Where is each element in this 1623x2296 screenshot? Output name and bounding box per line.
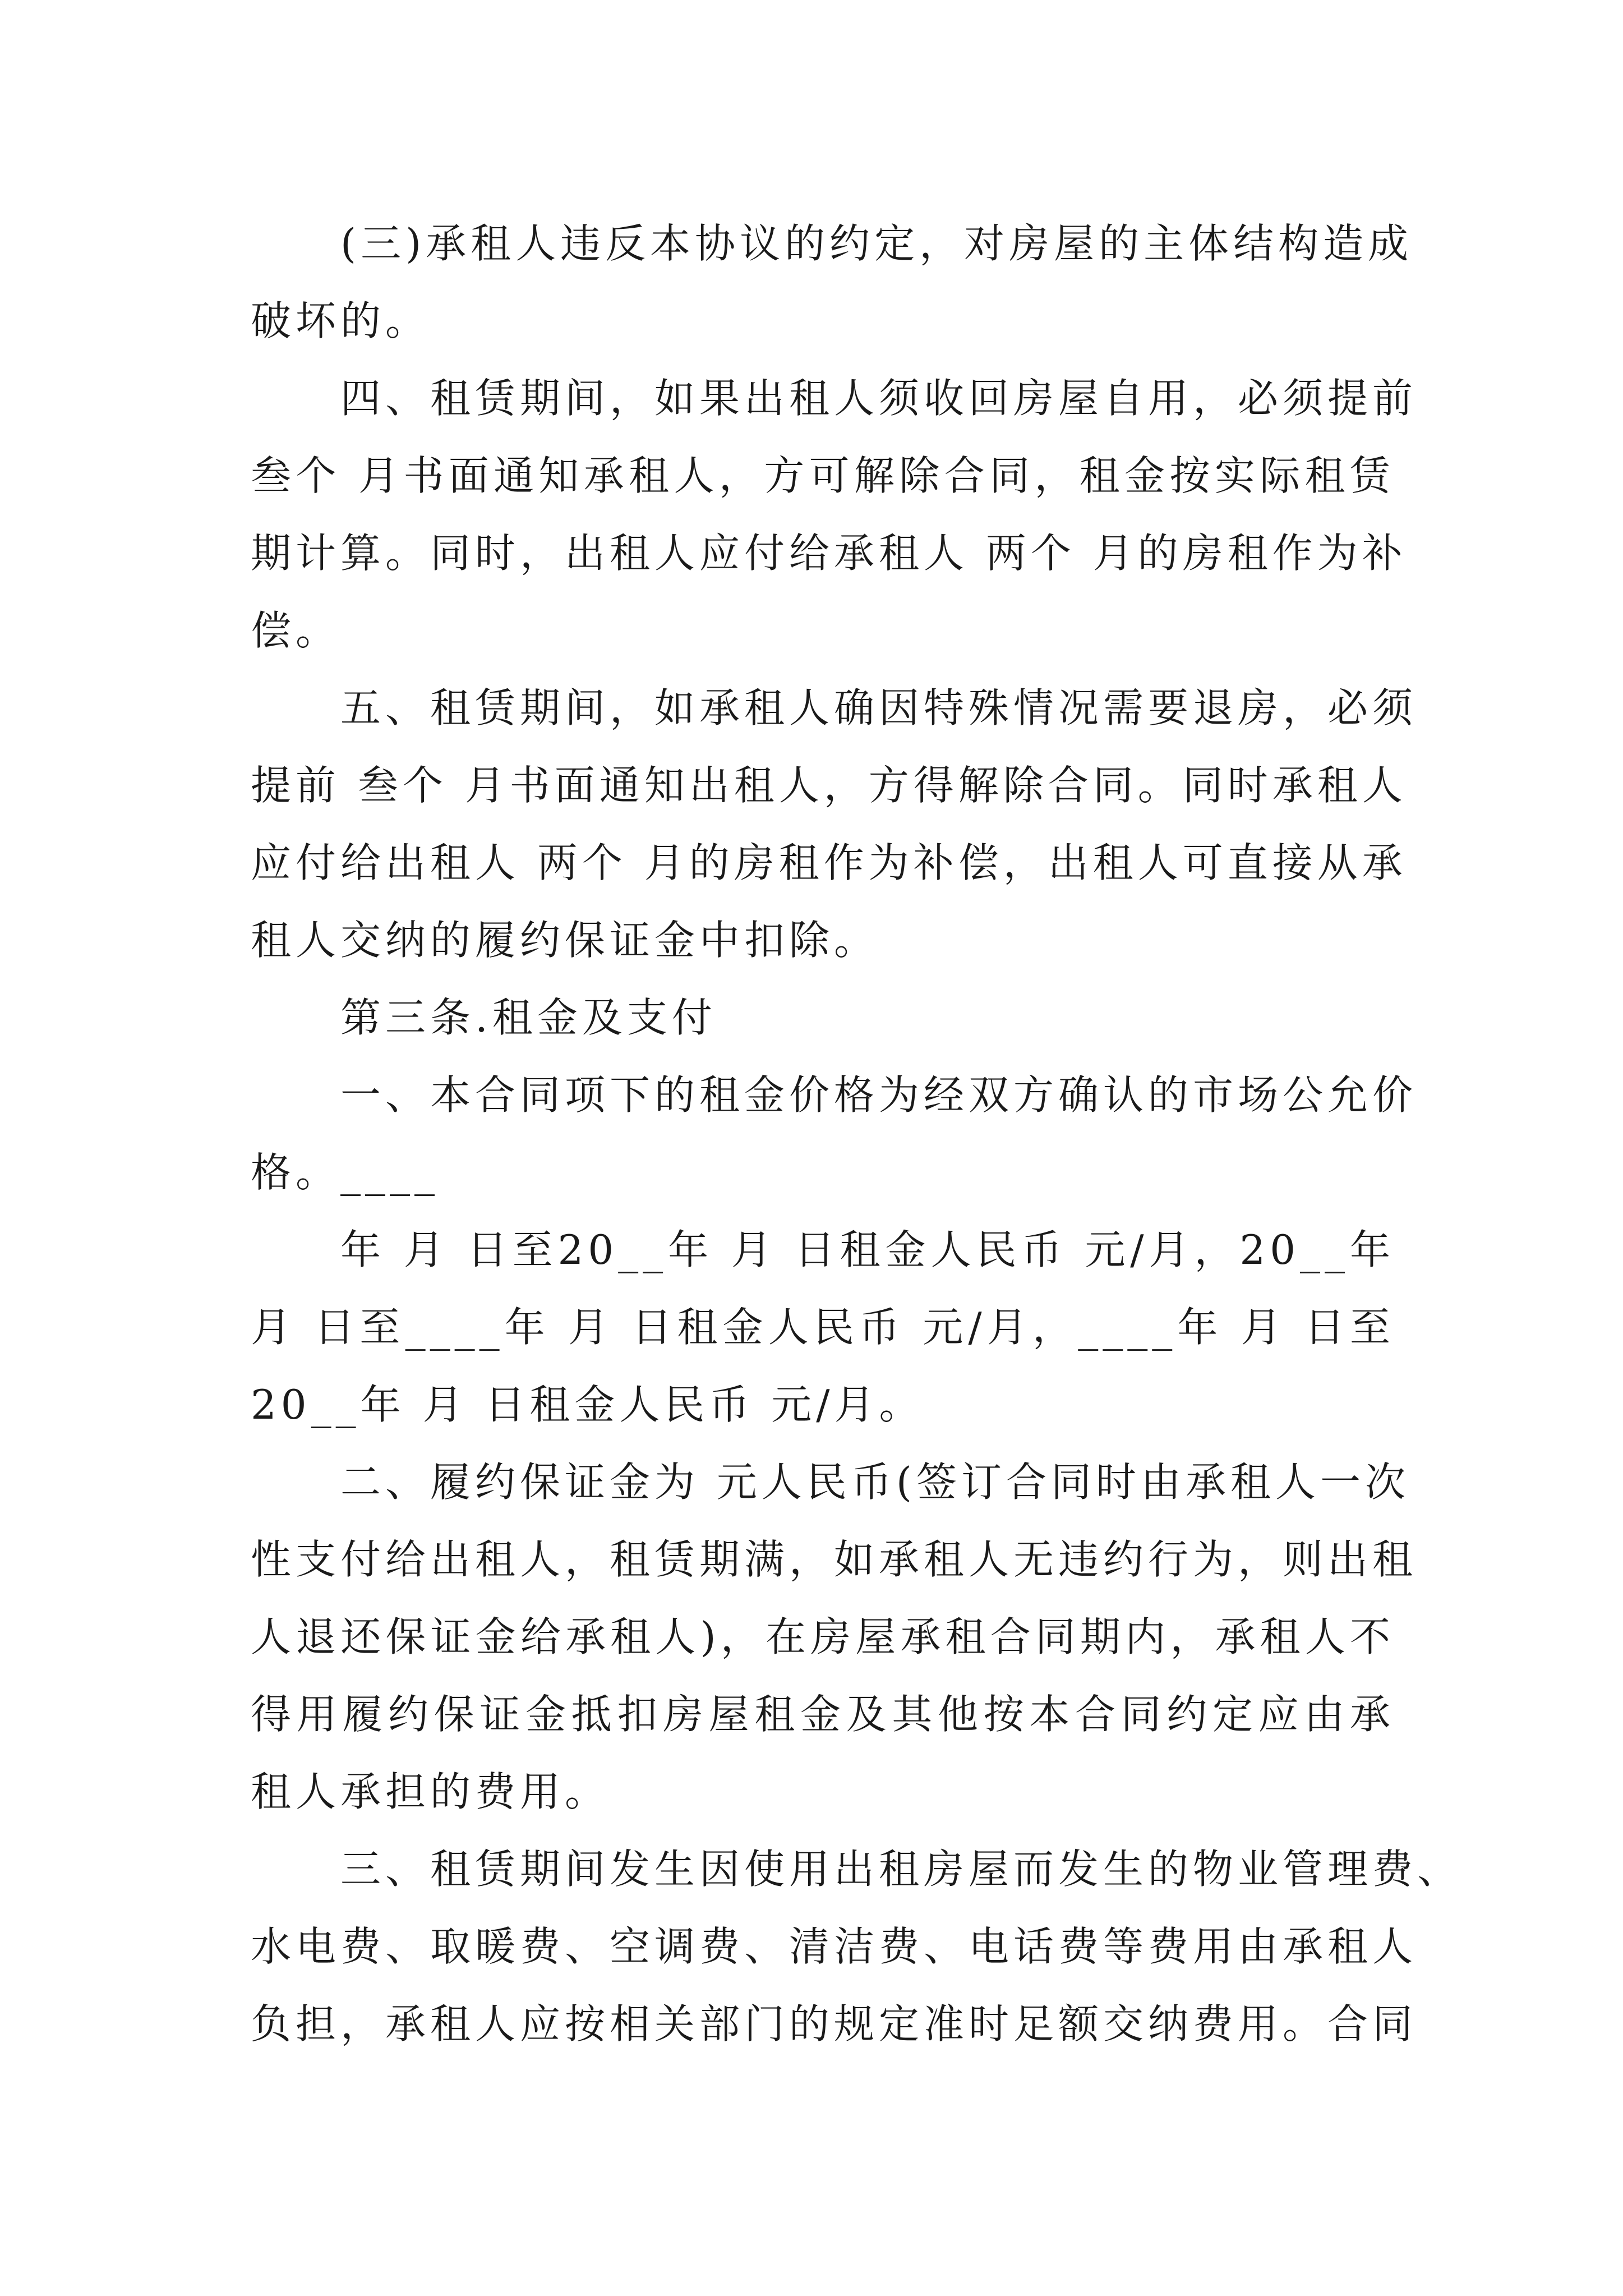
text-line: (三)承租人违反本协议的约定，对房屋的主体结构造成 (340, 220, 1413, 267)
text-line: 三、租赁期间发生因使用出租房屋而发生的物业管理费、 (340, 1846, 1463, 1893)
text-line: 四、租赁期间，如果出租人须收回房屋自用，必须提前 (340, 375, 1418, 422)
text-line: 20__年 月 日租金人民币 元/月。 (251, 1381, 924, 1428)
text-line: 叁个 月书面通知承租人，方可解除合同，租金按实际租赁 (251, 452, 1395, 499)
text-line: 租人承担的费用。 (251, 1768, 610, 1815)
text-line: 破坏的。 (251, 297, 431, 344)
text-line: 租人交纳的履约保证金中扣除。 (251, 917, 879, 964)
text-line: 性支付给出租人，租赁期满，如承租人无违约行为，则出租 (251, 1536, 1418, 1583)
text-line: 偿。 (251, 607, 341, 654)
text-line: 格。____ (251, 1149, 440, 1196)
document-body (251, 205, 1463, 2063)
text-line: 期计算。同时，出租人应付给承租人 两个 月的房租作为补 (251, 530, 1407, 577)
text-line: 人退还保证金给承租人)，在房屋承租合同期内，承租人不 (251, 1613, 1395, 1660)
text-line: 一、本合同项下的租金价格为经双方确认的市场公允价 (340, 1071, 1418, 1119)
section-heading: 第三条.租金及支付 (340, 994, 717, 1041)
text-line: 得用履约保证金抵扣房屋租金及其他按本合同约定应由承 (251, 1691, 1395, 1738)
text-line: 应付给出租人 两个 月的房租作为补偿，出租人可直接从承 (251, 839, 1407, 886)
text-line: 水电费、取暖费、空调费、清洁费、电话费等费用由承租人 (251, 1923, 1418, 1970)
text-line: 五、租赁期间，如承租人确因特殊情况需要退房，必须 (340, 684, 1418, 731)
text-line: 提前 叁个 月书面通知出租人，方得解除合同。同时承租人 (251, 762, 1407, 809)
text-line: 年 月 日至20__年 月 日租金人民币 元/月，20__年 (340, 1226, 1395, 1273)
text-line: 月 日至____年 月 日租金人民币 元/月，____年 月 日至 (251, 1304, 1395, 1351)
text-line: 二、履约保证金为 元人民币(签订合同时由承租人一次 (340, 1458, 1410, 1506)
text-line: 负担，承租人应按相关部门的规定准时足额交纳费用。合同 (251, 2000, 1418, 2047)
